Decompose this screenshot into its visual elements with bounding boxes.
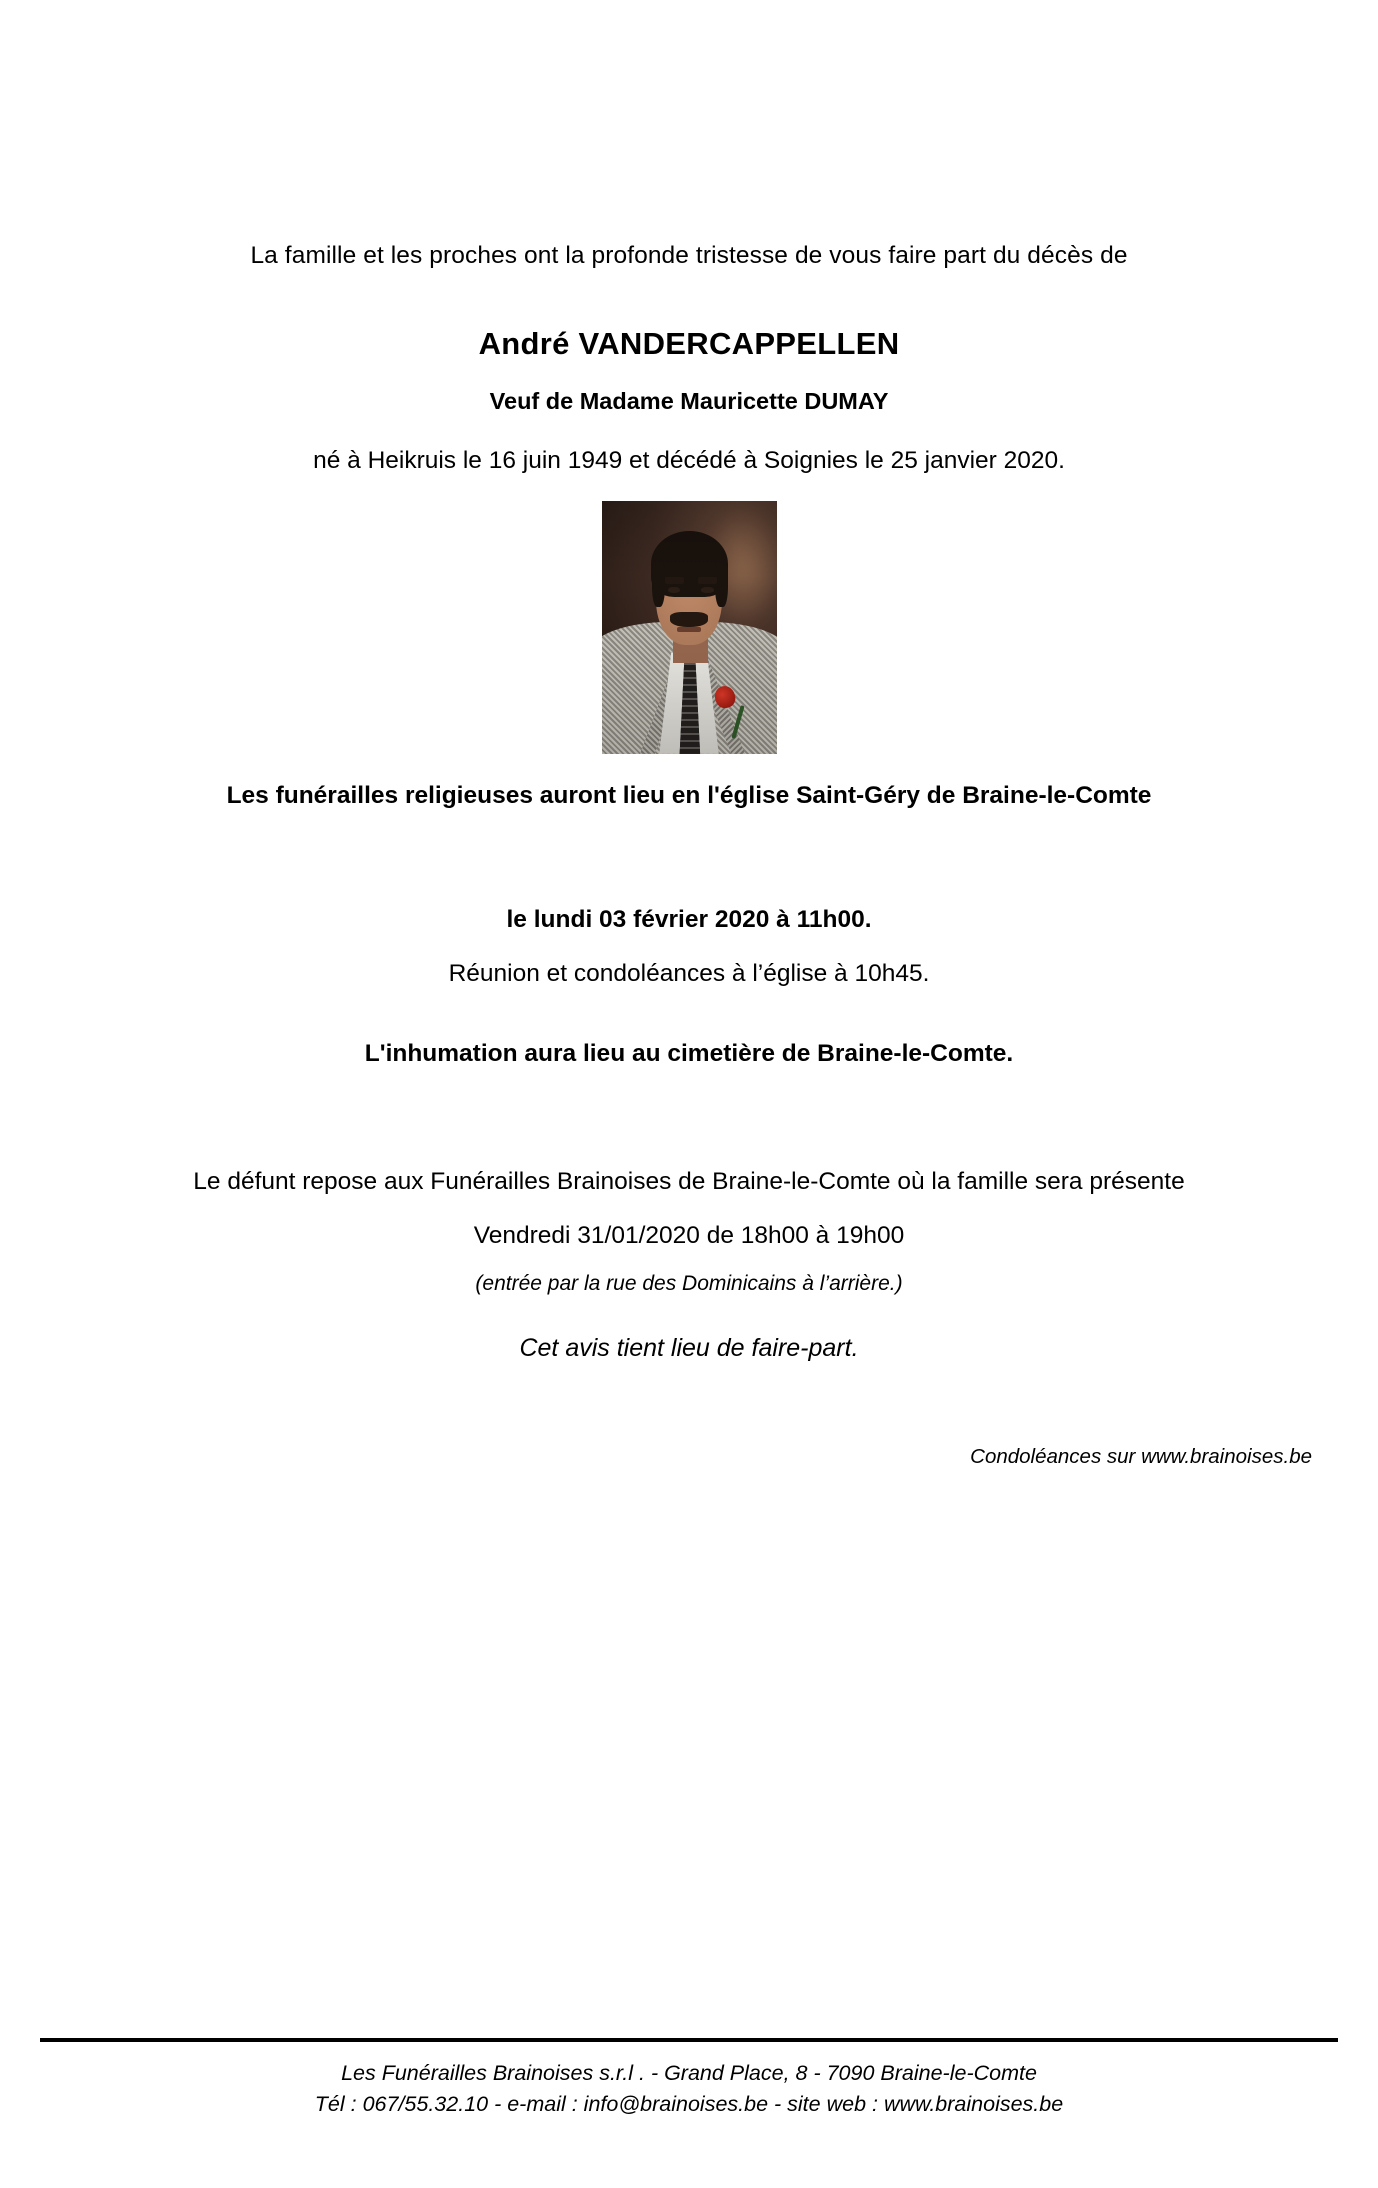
- visiting-hours-line: Vendredi 31/01/2020 de 18h00 à 19h00: [473, 1221, 905, 1249]
- birth-death-line: né à Heikruis le 16 juin 1949 et décédé à Soignies le 25 janvier 2020.: [313, 446, 1065, 474]
- footer-contact-line: Tél : 067/55.32.10 - e-mail : info@brainoises.be - site web : www.brainoises.be: [314, 2092, 1064, 2117]
- burial-line: L'inhumation aura lieu au cimetière de Braine-le-Comte.: [364, 1039, 1014, 1067]
- funeral-service-line: Les funérailles religieuses auront lieu en l'église Saint-Géry de Braine-le-Comte: [226, 781, 1152, 809]
- footer: [0, 2058, 1378, 2120]
- repose-line: Le défunt repose aux Funérailles Brainoises de Braine-le-Comte où la famille sera présente: [193, 1167, 1185, 1195]
- footer-divider: [40, 2038, 1338, 2042]
- portrait-container: [60, 501, 1318, 754]
- portrait-photo: [602, 501, 777, 754]
- intro-text: La famille et les proches ont la profonde tristesse de vous faire part du décès de: [250, 242, 1128, 269]
- photo-vignette: [602, 501, 777, 754]
- memorial-notice-page: [0, 240, 1378, 2188]
- faire-part-note: Cet avis tient lieu de faire-part.: [519, 1333, 859, 1362]
- footer-address-line: Les Funérailles Brainoises s.r.l . - Grand Place, 8 - 7090 Braine-le-Comte: [341, 2061, 1037, 2085]
- funeral-date-line: le lundi 03 février 2020 à 11h00.: [506, 905, 872, 933]
- reunion-line: Réunion et condoléances à l’église à 10h45.: [448, 959, 930, 987]
- condolences-website-note: Condoléances sur www.brainoises.be: [970, 1444, 1312, 1468]
- deceased-name: André VANDERCAPPELLEN: [478, 325, 900, 361]
- entrance-note: (entrée par la rue des Dominicains à l’arrière.): [475, 1271, 903, 1295]
- spouse-line: Veuf de Madame Mauricette DUMAY: [489, 387, 889, 414]
